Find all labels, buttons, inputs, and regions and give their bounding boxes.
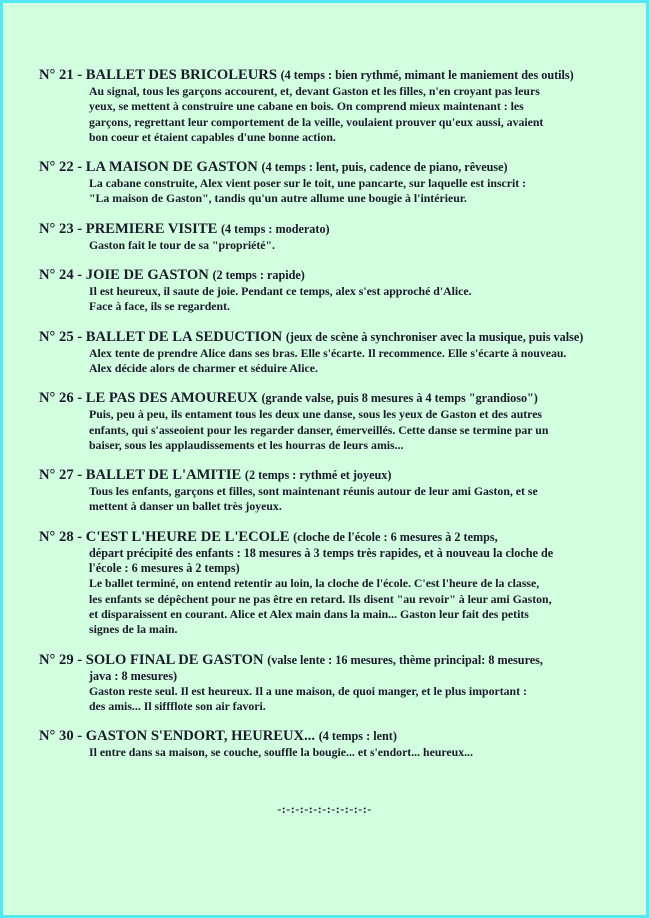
entry-tempo: (2 temps : rapide) <box>212 268 305 283</box>
entry-description-line: enfants, qui s'asseoient pour les regarder danser, émerveillés. Cette danse se termine par un <box>89 422 549 437</box>
entry-description-line: mettent à danser un ballet très joyeux. <box>89 499 282 514</box>
entry-title: BALLET DE L'AMITIE <box>85 467 242 484</box>
entry-description-line: Alex tente de prendre Alice dans ses bras. Elle s'écarte. Il recommence. Elle s'écarte à nouveau. <box>89 345 567 360</box>
entry-description-line: Face à face, ils se regardent. <box>89 299 230 314</box>
entry-title: LE PAS DES AMOUREUX <box>85 390 258 407</box>
entry-block <box>39 652 629 715</box>
entry-number: N° 26 <box>39 390 74 407</box>
entry-tempo: (4 temps : bien rythmé, mimant le maniement des outils) <box>280 68 574 82</box>
entry-description-line: bon coeur et étaient capables d'une bonne action. <box>89 129 336 144</box>
entry-tempo-continued: java : 8 mesures) <box>89 668 178 683</box>
entry-block <box>39 221 629 253</box>
entry-heading: N° 30 - GASTON S'ENDORT, HEUREUX... (4 temps : lent) <box>39 728 397 745</box>
entry-tempo-continued: l'école : 6 mesures à 2 temps) <box>89 561 240 576</box>
document-body <box>39 67 629 775</box>
entry-description-line: Alex décide alors de charmer et séduire Alice. <box>89 360 318 375</box>
entry-heading: N° 24 - JOIE DE GASTON (2 temps : rapide) <box>39 267 305 284</box>
entry-description-line: Gaston reste seul. Il est heureux. Il a une maison, de quoi manger, et le plus important : <box>89 683 527 698</box>
entry-heading: N° 25 - BALLET DE LA SEDUCTION (jeux de scène à synchroniser avec la musique, puis valse) <box>39 328 584 345</box>
entry-heading: N° 27 - BALLET DE L'AMITIE (2 temps : rythmé et joyeux) <box>39 467 392 484</box>
entry-number: N° 30 <box>39 728 74 745</box>
end-divider: -:-:-:-:-:-:-:-:-:-:- <box>277 802 372 816</box>
entry-heading: N° 22 - LA MAISON DE GASTON (4 temps : lent, puis, cadence de piano, rêveuse) <box>39 159 508 176</box>
entry-block <box>39 390 629 453</box>
entry-description-line: Au signal, tous les garçons accourent, et, devant Gaston et les filles, n'en croyant pas leurs <box>89 84 540 98</box>
entry-number: N° 27 <box>39 467 74 484</box>
entry-description-line: Tous les enfants, garçons et filles, sont maintenant réunis autour de leur ami Gaston, et se <box>89 484 538 499</box>
entry-number: N° 24 <box>39 267 74 284</box>
entry-number: N° 22 <box>39 159 74 176</box>
entry-description-line: Il entre dans sa maison, se couche, souffle la bougie... et s'endort... heureux... <box>89 745 473 760</box>
entry-number: N° 21 <box>39 67 74 83</box>
entry-description-line: Il est heureux, il saute de joie. Pendant ce temps, alex s'est approché d'Alice. <box>89 284 472 299</box>
entry-heading: N° 23 - PREMIERE VISITE (4 temps : moderato) <box>39 220 330 237</box>
entry-description-line: des amis... Il siffflote son air favori. <box>89 699 266 714</box>
entry-title: BALLET DE LA SEDUCTION <box>85 328 283 345</box>
entry-tempo: (4 temps : lent, puis, cadence de piano, rêveuse) <box>261 160 508 175</box>
entry-heading: N° 26 - LE PAS DES AMOUREUX (grande valse, puis 8 mesures à 4 temps "grandioso") <box>39 390 538 407</box>
entry-description-line: La cabane construite, Alex vient poser sur le toit, une pancarte, sur laquelle est inscrit : <box>89 176 527 191</box>
entry-tempo: (grande valse, puis 8 mesures à 4 temps "grandioso") <box>261 391 538 406</box>
entry-title: SOLO FINAL DE GASTON <box>85 651 264 668</box>
entry-title: BALLET DES BRICOLEURS <box>85 67 277 83</box>
entry-tempo: (valse lente : 16 mesures, thème principal: 8 mesures, <box>267 652 543 667</box>
entry-description-line: "La maison de Gaston", tandis qu'un autre allume une bougie à l'intérieur. <box>89 191 467 206</box>
entry-tempo: (jeux de scène à synchroniser avec la musique, puis valse) <box>285 329 584 344</box>
entry-number: N° 29 <box>39 651 74 668</box>
entry-description-line: Puis, peu à peu, ils entament tous les deux une danse, sous les yeux de Gaston et des autres <box>89 407 543 422</box>
entry-tempo-continued: départ précipité des enfants : 18 mesures à 3 temps très rapides, et à nouveau la cloche de <box>89 545 554 560</box>
entry-title: LA MAISON DE GASTON <box>85 159 258 176</box>
entry-tempo: (4 temps : moderato) <box>220 221 330 236</box>
entry-tempo: (2 temps : rythmé et joyeux) <box>244 468 392 483</box>
entry-title: GASTON S'ENDORT, HEUREUX... <box>85 728 316 745</box>
entry-block <box>39 728 629 760</box>
entry-block <box>39 159 629 207</box>
entry-heading: N° 28 - C'EST L'HEURE DE L'ECOLE (cloche de l'école : 6 mesures à 2 temps, <box>39 528 498 545</box>
entry-heading: N° 29 - SOLO FINAL DE GASTON (valse lente : 16 mesures, thème principal: 8 mesures, <box>39 651 543 668</box>
entry-block <box>39 529 629 638</box>
entry-title: JOIE DE GASTON <box>85 267 209 284</box>
entry-block <box>39 467 629 515</box>
entry-block <box>39 329 629 377</box>
entry-number: N° 28 <box>39 528 74 545</box>
entry-description-line: Gaston fait le tour de sa "propriété". <box>89 237 275 252</box>
entry-block <box>39 267 629 315</box>
entry-description-line: baiser, sous les applaudissements et les hourras de leurs amis... <box>89 437 404 452</box>
entry-tempo: (cloche de l'école : 6 mesures à 2 temps, <box>293 529 498 544</box>
entry-description-line: les enfants se dépêchent pour ne pas être en retard. Ils disent "au revoir" à leur ami Gaston, <box>89 591 552 606</box>
entry-description-line: Le ballet terminé, on entend retentir au loin, la cloche de l'école. C'est l'heure de la classe, <box>89 576 540 591</box>
entry-heading: N° 21 - BALLET DES BRICOLEURS (4 temps : bien rythmé, mimant le maniement des outils) <box>39 67 574 83</box>
entry-number: N° 23 <box>39 220 74 237</box>
entry-number: N° 25 <box>39 328 74 345</box>
entry-block <box>39 67 629 145</box>
entry-description-line: signes de la main. <box>89 622 178 637</box>
entry-description-line: garçons, regrettant leur comportement de la veille, voulaient prouver qu'eux aussi, avaient <box>89 114 544 129</box>
entry-tempo: (4 temps : lent) <box>318 729 397 744</box>
entry-description-line: et disparaissent en courant. Alice et Alex main dans la main... Gaston leur fait des petits <box>89 606 529 621</box>
entry-title: C'EST L'HEURE DE L'ECOLE <box>85 528 290 545</box>
entry-title: PREMIERE VISITE <box>85 220 218 237</box>
entry-description-line: yeux, se mettent à construire une cabane en bois. On comprend mieux maintenant : les <box>89 99 524 114</box>
